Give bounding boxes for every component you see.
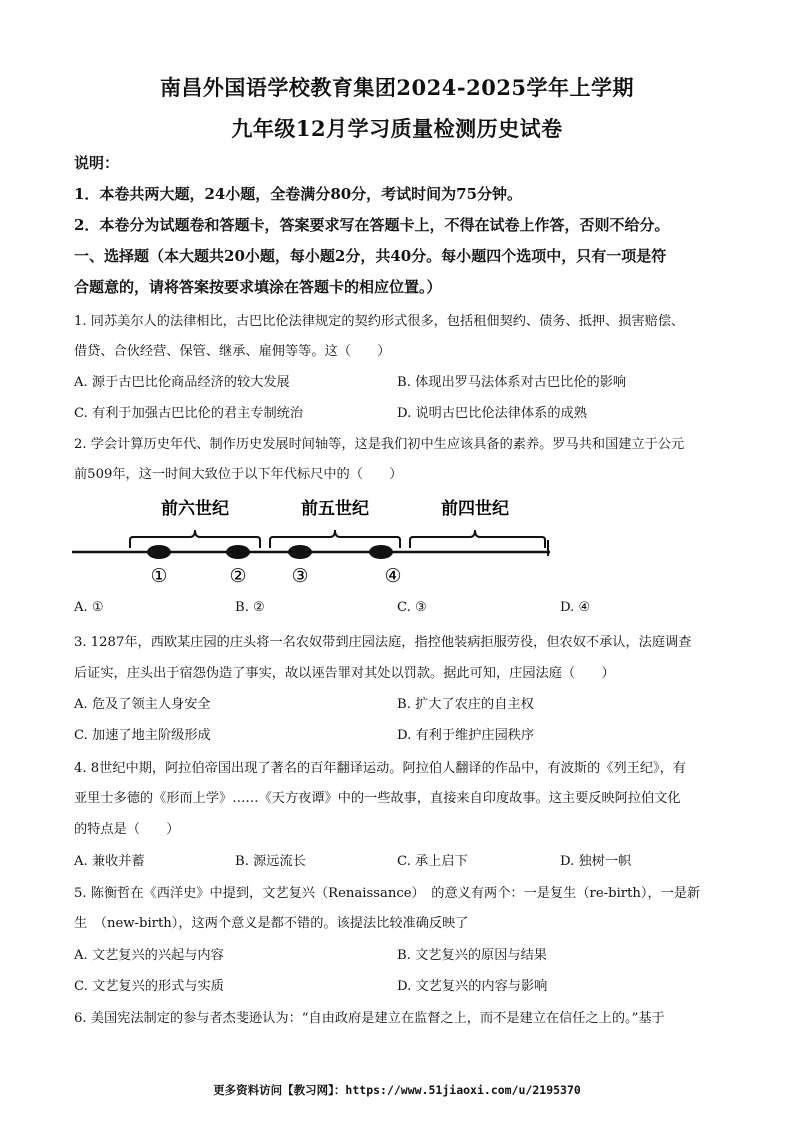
section-heading-line1: 一、选择题（本大题共20小题，每小题2分，共40分。每小题四个选项中，只有一项是符 <box>74 247 667 265</box>
q4-option-c: C. 承上启下 <box>397 854 468 869</box>
q2-line2: 前509年，这一时间大致位于以下年代标尺中的（ ） <box>74 467 403 482</box>
q1-line2: 借贷、合伙经营、保管、继承、雇佣等等。这（ ） <box>74 344 391 359</box>
q5-option-c: C. 文艺复兴的形式与实质 <box>74 979 224 994</box>
q2-option-d: D. ④ <box>560 600 591 615</box>
q1-option-a: A. 源于古巴比伦商品经济的较大发展 <box>74 375 290 390</box>
q3-option-d: D. 有利于维护庄园秩序 <box>397 728 535 743</box>
q4-line1: 4. 8世纪中期，阿拉伯帝国出现了著名的百年翻译运动。阿拉伯人翻译的作品中，有波斯的《列王纪》，有 <box>74 761 686 776</box>
century-label-5: 前五世纪 <box>301 499 369 519</box>
exam-title-line1: 南昌外国语学校教育集团2024-2025学年上学期 <box>159 75 635 100</box>
century-label-4: 前四世纪 <box>441 499 509 519</box>
century-label-6: 前六世纪 <box>161 499 229 519</box>
q1-option-b: B. 体现出罗马法体系对古巴比伦的影响 <box>397 375 627 390</box>
marker-dot-1 <box>147 545 171 559</box>
q4-line3: 的特点是（ ） <box>74 822 180 837</box>
note-2: 2．本卷分为试题卷和答题卡，答案要求写在答题卡上，不得在试卷上作答，否则不给分。 <box>74 216 670 234</box>
q4-option-d: D. 独树一帜 <box>560 854 632 869</box>
section-heading-line2: 合题意的，请将答案按要求填涂在答题卡的相应位置。） <box>74 278 442 296</box>
marker-label-1: ① <box>150 565 168 587</box>
q1-option-c: C. 有利于加强古巴比伦的君主专制统治 <box>74 406 304 421</box>
exam-title-line2: 九年级12月学习质量检测历史试卷 <box>231 116 563 141</box>
bracket-4th-century <box>410 530 545 548</box>
q4-option-a: A. 兼收并蓄 <box>74 854 145 869</box>
q4-option-b: B. 源远流长 <box>235 854 306 869</box>
q3-option-c: C. 加速了地主阶级形成 <box>74 728 211 743</box>
marker-label-3: ③ <box>291 565 309 587</box>
q5-line2: 生 （new-birth），这两个意义是都不错的。该提法比较准确反映了 <box>74 916 469 931</box>
q3-line2: 后证实，庄头出于宿怨伪造了事实，故以诬告罪对其处以罚款。据此可知，庄园法庭（ ） <box>74 666 615 681</box>
marker-dot-2 <box>226 545 250 559</box>
q6-line1: 6. 美国宪法制定的参与者杰斐逊认为：“自由政府是建立在监督之上，而不是建立在信任之上的。”基于 <box>74 1011 665 1026</box>
footer-source-link[interactable]: 更多资料访问【教习网】：https://www.51jiaoxi.com/u/2195370 <box>213 1083 581 1097</box>
marker-dot-3 <box>288 545 312 559</box>
q5-option-a: A. 文艺复兴的兴起与内容 <box>74 948 224 963</box>
marker-label-4: ④ <box>384 565 402 587</box>
q4-line2: 亚里士多德的《形而上学》……《天方夜谭》中的一些故事，直接来自印度故事。这主要反映阿拉伯文化 <box>74 791 681 806</box>
q1-line1: 1. 同苏美尔人的法律相比，古巴比伦法律规定的契约形式很多，包括租佃契约、债务、抵押、损害赔偿、 <box>74 314 685 329</box>
q5-line1: 5. 陈衡哲在《西洋史》中提到，文艺复兴（Renaissance） 的意义有两个：一是复生（re-birth），一是新 <box>74 886 701 901</box>
marker-label-2: ② <box>229 565 247 587</box>
marker-dot-4 <box>369 545 393 559</box>
q2-option-c: C. ③ <box>397 600 427 615</box>
q2-option-a: A. ① <box>74 600 104 615</box>
q3-option-b: B. 扩大了农庄的自主权 <box>397 697 534 712</box>
q2-option-b: B. ② <box>235 600 265 615</box>
q3-option-a: A. 危及了领主人身安全 <box>74 697 211 712</box>
note-1: 1．本卷共两大题，24小题，全卷满分80分，考试时间为75分钟。 <box>74 185 523 203</box>
q5-option-b: B. 文艺复兴的原因与结果 <box>397 948 547 963</box>
notes-label: 说明： <box>74 154 120 172</box>
q3-line1: 3. 1287年，西欧某庄园的庄头将一名农奴带到庄园法庭，指控他装病拒服劳役，但农奴不承认，法庭调查 <box>74 635 692 650</box>
q1-option-d: D. 说明古巴比伦法律体系的成熟 <box>397 406 587 421</box>
timeline-ruler <box>72 490 552 590</box>
q2-line1: 2. 学会计算历史年代、制作历史发展时间轴等，这是我们初中生应该具备的素养。罗马共和国建立于公元 <box>74 437 685 452</box>
q5-option-d: D. 文艺复兴的内容与影响 <box>397 979 548 994</box>
